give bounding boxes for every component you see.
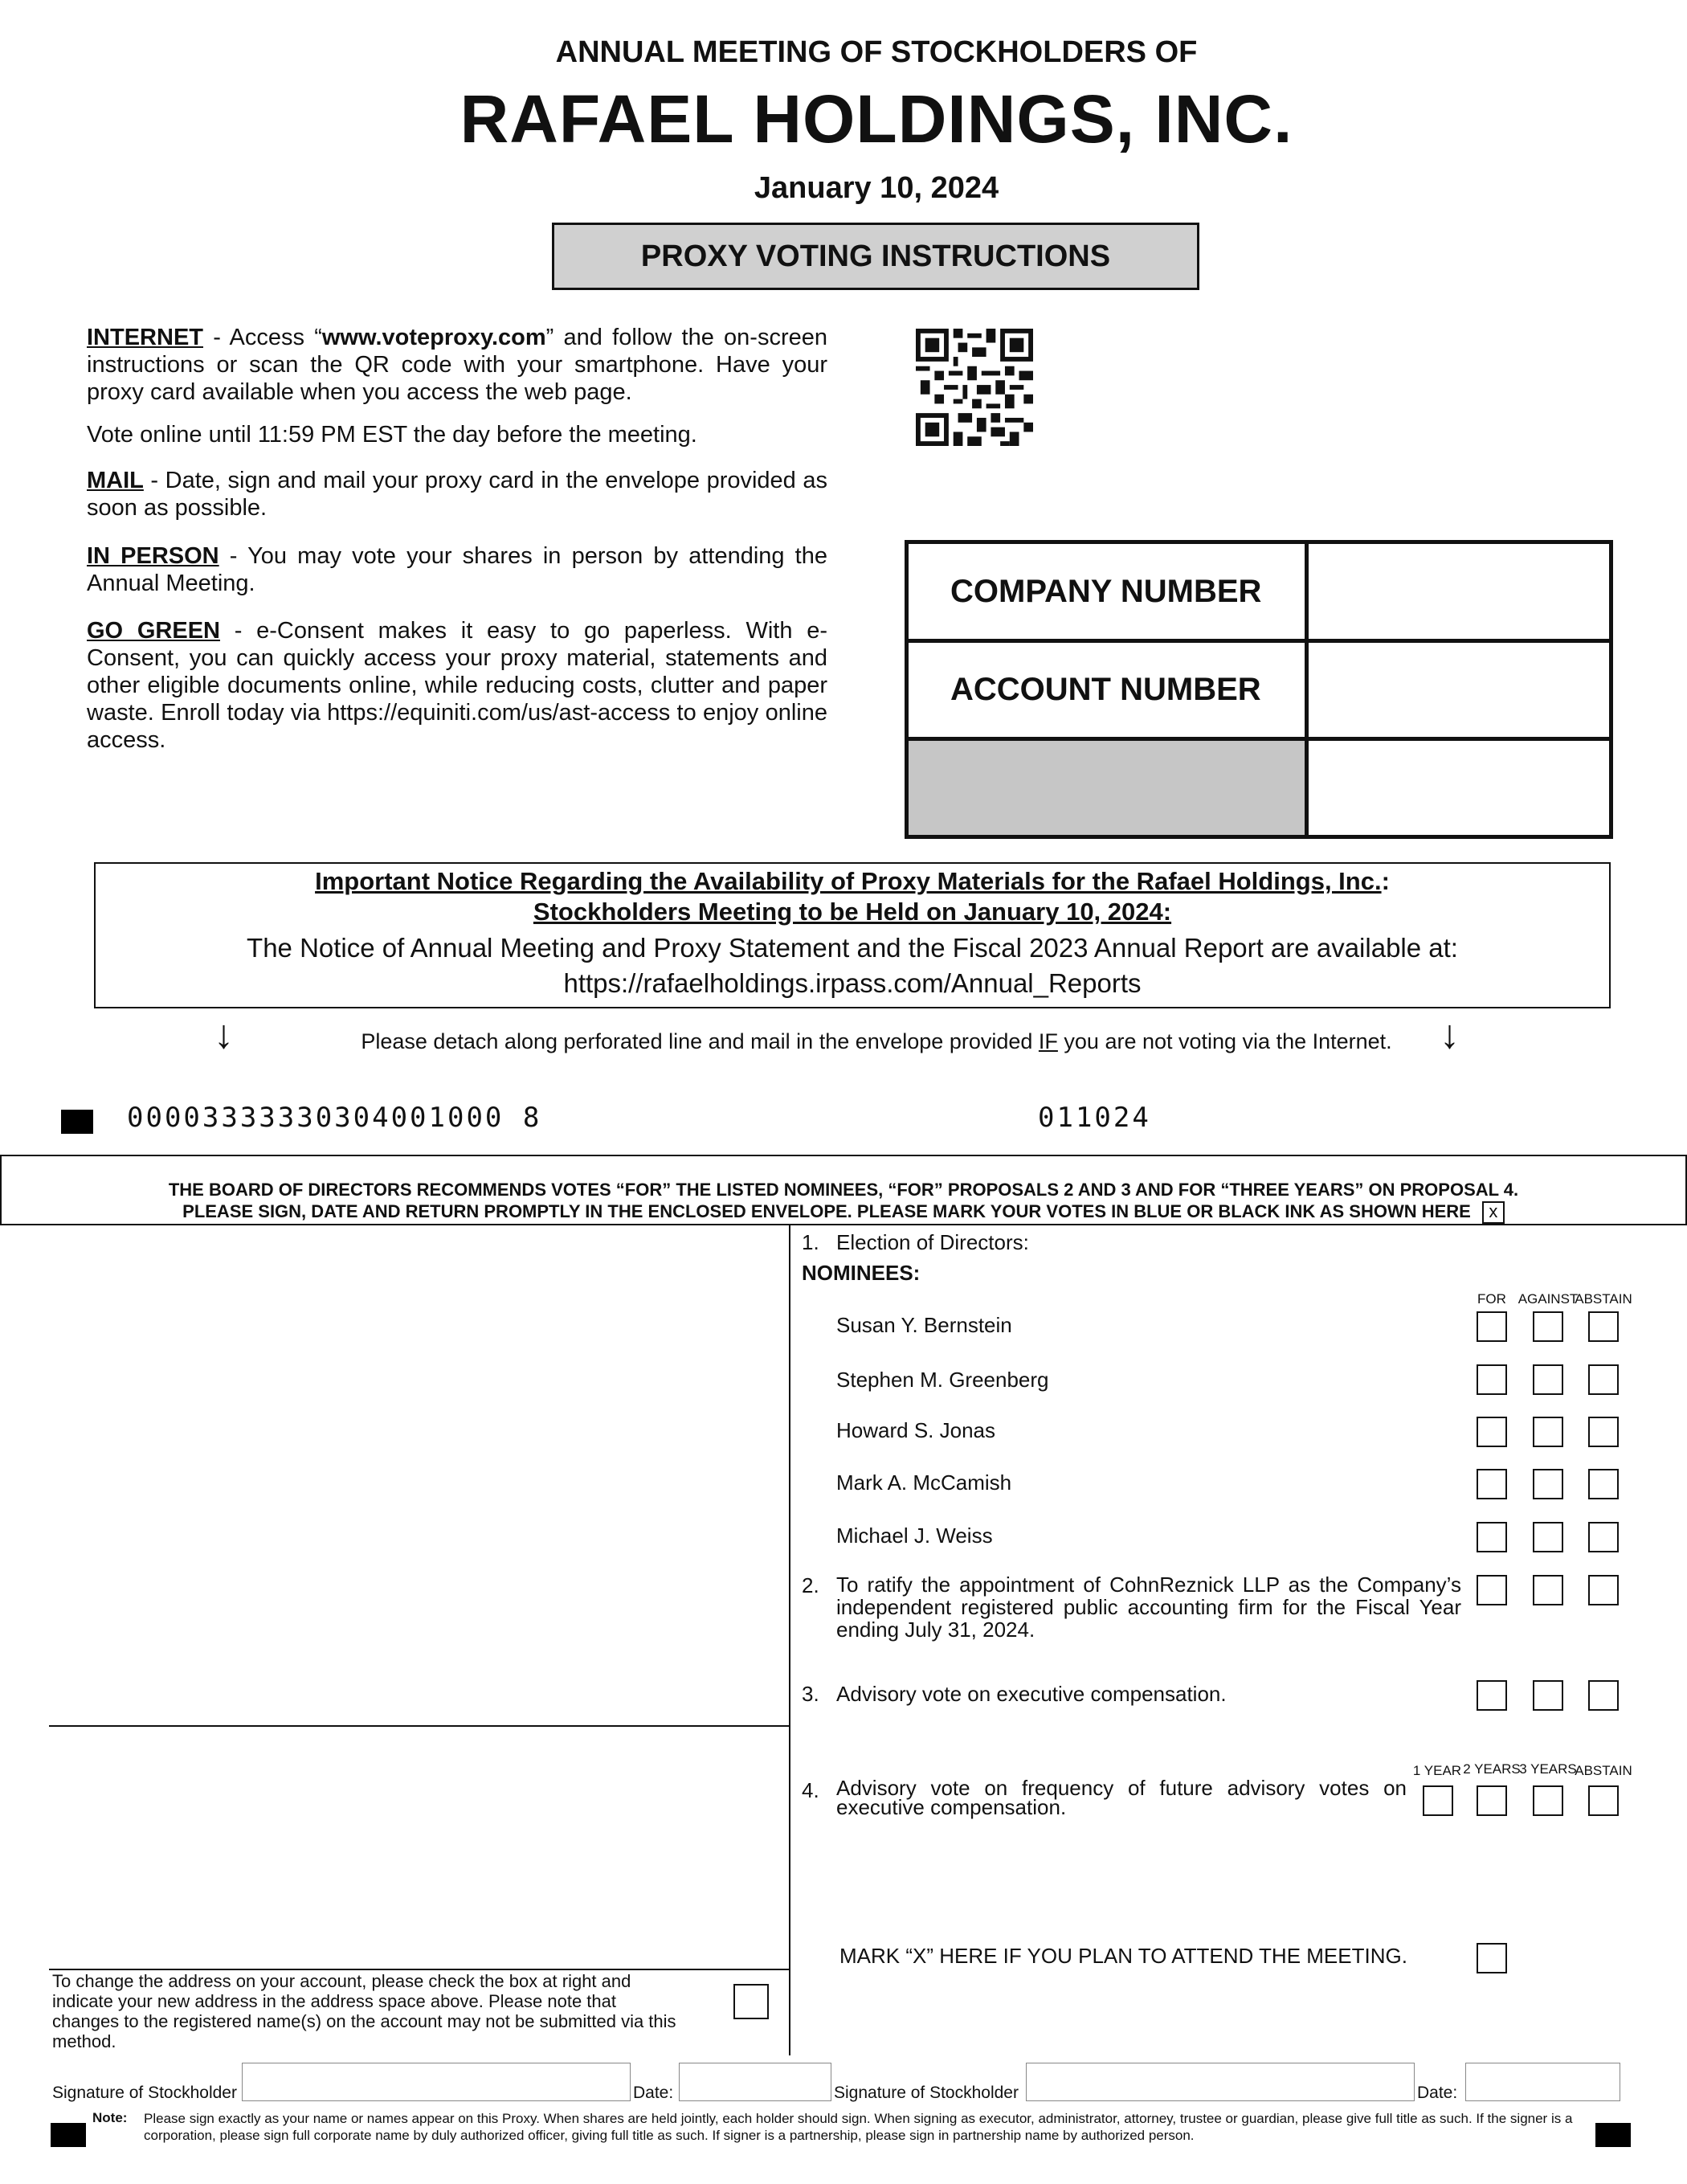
date-label-1: Date: — [633, 2084, 674, 2102]
col-header-freq-abstain: ABSTAIN — [1575, 1763, 1632, 1778]
proposal-1-number: 1. — [802, 1230, 819, 1254]
shaded-row — [909, 741, 1609, 835]
nominee-name: Howard S. Jonas — [836, 1418, 995, 1442]
note-text: Please sign exactly as your name or names appear on this Proxy. When shares are held jointly, each holder should sign. When signing as executor, administrator, attorney, trustee or guardian, please give full title as such. If the signer is a corporation, please sign full corporate name by duly authorized officer, giving full title as such. If signer is a partnership, please sign in partnership name by authorized person. — [144, 2111, 1573, 2143]
nominee-4-against-checkbox[interactable] — [1533, 1469, 1563, 1499]
date-field-2[interactable] — [1465, 2063, 1620, 2101]
nominee-3-against-checkbox[interactable] — [1533, 1417, 1563, 1447]
nominee-2-for-checkbox[interactable] — [1477, 1364, 1507, 1395]
col-header-1-year: 1 YEAR — [1412, 1763, 1462, 1778]
board-recommendation — [0, 1155, 1687, 1225]
proposal-2-abstain-checkbox[interactable] — [1588, 1575, 1619, 1605]
meeting-date: January 10, 2024 — [754, 171, 999, 205]
mail-text: - Date, sign and mail your proxy card in the envelope provided as soon as possible. — [87, 468, 827, 521]
meeting-heading: ANNUAL MEETING OF STOCKHOLDERS OF — [555, 35, 1198, 69]
in-person-instructions — [87, 542, 827, 597]
col-header-abstain: ABSTAIN — [1575, 1291, 1632, 1307]
nominee-3-for-checkbox[interactable] — [1477, 1417, 1507, 1447]
notice-availability-text: The Notice of Annual Meeting and Proxy Statement and the Fiscal 2023 Annual Report are available at: — [247, 933, 1458, 963]
nominee-5-for-checkbox[interactable] — [1477, 1522, 1507, 1552]
proposal-4-3-years-checkbox[interactable] — [1533, 1785, 1563, 1816]
date-field-1[interactable] — [679, 2063, 831, 2101]
detach-instructions — [0, 1029, 1687, 1054]
date-code: 011024 — [1038, 1102, 1151, 1134]
internet-heading: INTERNET — [87, 325, 203, 350]
nominee-1-against-checkbox[interactable] — [1533, 1311, 1563, 1342]
account-info-box — [905, 540, 1613, 839]
account-number-label: ACCOUNT NUMBER — [909, 643, 1309, 737]
date-label-2: Date: — [1417, 2084, 1458, 2102]
proposal-3-abstain-checkbox[interactable] — [1588, 1680, 1619, 1711]
proposal-4-2-years-checkbox[interactable] — [1477, 1785, 1507, 1816]
nominee-1-for-checkbox[interactable] — [1477, 1311, 1507, 1342]
registration-mark-bottom-left — [51, 2123, 86, 2147]
board-line-2 — [2, 1200, 1685, 1224]
nominee-3-abstain-checkbox[interactable] — [1588, 1417, 1619, 1447]
registration-mark-bottom-right — [1595, 2123, 1631, 2147]
proposal-4-abstain-checkbox[interactable] — [1588, 1785, 1619, 1816]
internet-pre: - Access “ — [203, 325, 322, 350]
voteproxy-link[interactable]: www.voteproxy.com — [321, 325, 546, 350]
signature-field-1[interactable] — [242, 2063, 631, 2101]
address-change-checkbox[interactable] — [733, 1984, 769, 2019]
address-change-text: To change the address on your account, please check the box at right and indicate your new address in the address space above. Please note that changes to the registered name(s) on the account may not be submitted via this method. — [52, 1971, 676, 2051]
column-divider — [789, 1225, 790, 2055]
nominee-4-abstain-checkbox[interactable] — [1588, 1469, 1619, 1499]
nominee-name: Susan Y. Bernstein — [836, 1313, 1012, 1337]
nominee-name: Mark A. McCamish — [836, 1470, 1012, 1495]
company-number-label: COMPANY NUMBER — [909, 544, 1309, 639]
notice-subtitle: Stockholders Meeting to be Held on January 10, 2024: — [533, 898, 1172, 926]
attend-meeting-text: MARK “X” HERE IF YOU PLAN TO ATTEND THE MEETING. — [839, 1944, 1407, 1968]
proxy-voting-instructions-banner — [552, 223, 1199, 290]
go-green-heading: GO GREEN — [87, 618, 220, 644]
signature-label-2: Signature of Stockholder — [834, 2084, 1019, 2102]
internet-instructions — [87, 324, 827, 406]
proposal-2-against-checkbox[interactable] — [1533, 1575, 1563, 1605]
nominee-name: Michael J. Weiss — [836, 1523, 993, 1548]
detach-if: IF — [1038, 1029, 1058, 1053]
nominee-5-abstain-checkbox[interactable] — [1588, 1522, 1619, 1552]
qr-code[interactable] — [916, 329, 1033, 446]
col-header-2-years: 2 YEARS — [1463, 1761, 1521, 1777]
proposal-2-number: 2. — [802, 1573, 819, 1597]
nominee-name: Stephen M. Greenberg — [836, 1368, 1049, 1392]
nominee-2-abstain-checkbox[interactable] — [1588, 1364, 1619, 1395]
registration-mark — [61, 1110, 93, 1134]
mark-example-box: x — [1482, 1201, 1505, 1224]
notice-title-text: Important Notice Regarding the Availability of Proxy Materials for the Rafael Holdings, Inc. — [315, 867, 1382, 895]
nominees-heading: NOMINEES: — [802, 1261, 921, 1285]
detach-text-post: you are not voting via the Internet. — [1057, 1029, 1392, 1053]
notice-title-suffix: : — [1381, 867, 1390, 895]
nominee-1-abstain-checkbox[interactable] — [1588, 1311, 1619, 1342]
proposal-2-text: To ratify the appointment of CohnReznick LLP as the Company’s independent registered public accounting firm for the Fiscal Year ending July 31, 2024. — [836, 1573, 1461, 1642]
board-line-2-text: PLEASE SIGN, DATE AND RETURN PROMPTLY IN THE ENCLOSED ENVELOPE. PLEASE MARK YOUR VOTES IN BLUE OR BLACK INK AS SHOWN HERE — [182, 1201, 1471, 1221]
attend-meeting-checkbox[interactable] — [1477, 1943, 1507, 1973]
nominee-2-against-checkbox[interactable] — [1533, 1364, 1563, 1395]
proposal-3-for-checkbox[interactable] — [1477, 1680, 1507, 1711]
proposal-4-number: 4. — [802, 1778, 819, 1802]
go-green-instructions — [87, 617, 827, 754]
proposal-3-against-checkbox[interactable] — [1533, 1680, 1563, 1711]
mail-heading: MAIL — [87, 468, 144, 493]
in-person-text: - You may vote your shares in person by attending the Annual Meeting. — [87, 543, 827, 596]
proposal-4-text: Advisory vote on frequency of future advisory votes on executive compensation. — [836, 1776, 1407, 1819]
nominee-4-for-checkbox[interactable] — [1477, 1469, 1507, 1499]
banner-label: PROXY VOTING INSTRUCTIONS — [640, 239, 1111, 273]
detach-arrow-left-icon: ↓ — [214, 1012, 234, 1057]
proposal-3-number: 3. — [802, 1682, 819, 1706]
mail-instructions — [87, 467, 827, 521]
signature-field-2[interactable] — [1026, 2063, 1415, 2101]
go-green-text: - e-Consent makes it easy to go paperless. With e-Consent, you can quickly access your proxy material, statements and other eligible documents online, while reducing costs, clutter and paper waste. Enroll today via https://equiniti.com/us/ast-access to enjoy online access. — [87, 618, 827, 753]
company-name: RAFAEL HOLDINGS, INC. — [460, 81, 1293, 157]
control-number: 00003333330304001000 8 — [127, 1102, 542, 1134]
internet-text: ” and follow the on-screen instructions or scan the QR code with your smartphone. Have your proxy card available when you access the web page. — [87, 325, 828, 405]
col-header-3-years: 3 YEARS — [1519, 1761, 1577, 1777]
notice-title — [96, 867, 1609, 896]
proposal-3-text: Advisory vote on executive compensation. — [836, 1682, 1227, 1706]
detach-text-pre: Please detach along perforated line and mail in the envelope provided — [361, 1029, 1039, 1053]
col-header-against: AGAINST — [1517, 1291, 1579, 1307]
vote-online-deadline: Vote online until 11:59 PM EST the day before the meeting. — [87, 422, 697, 448]
nominee-5-against-checkbox[interactable] — [1533, 1522, 1563, 1552]
in-person-heading: IN PERSON — [87, 543, 219, 569]
company-number-row — [909, 544, 1609, 643]
address-area-divider — [49, 1725, 789, 1727]
col-header-for: FOR — [1477, 1291, 1506, 1307]
account-number-row — [909, 643, 1609, 741]
shaded-cell — [909, 741, 1309, 835]
board-line-1: THE BOARD OF DIRECTORS RECOMMENDS VOTES “FOR” THE LISTED NOMINEES, “FOR” PROPOSALS 2 AND 3 AND FOR “THREE YEARS” ON PROPOSAL 4. — [168, 1180, 1519, 1200]
annual-reports-link[interactable]: https://rafaelholdings.irpass.com/Annual_Reports — [563, 968, 1142, 998]
detach-arrow-right-icon: ↓ — [1440, 1012, 1460, 1057]
proposal-1-label: Election of Directors: — [836, 1230, 1029, 1254]
proposal-2-for-checkbox[interactable] — [1477, 1575, 1507, 1605]
important-notice-box — [94, 862, 1611, 1008]
signature-label-1: Signature of Stockholder — [52, 2084, 237, 2102]
note-label: Note: — [92, 2110, 128, 2125]
proposal-4-1-year-checkbox[interactable] — [1423, 1785, 1453, 1816]
